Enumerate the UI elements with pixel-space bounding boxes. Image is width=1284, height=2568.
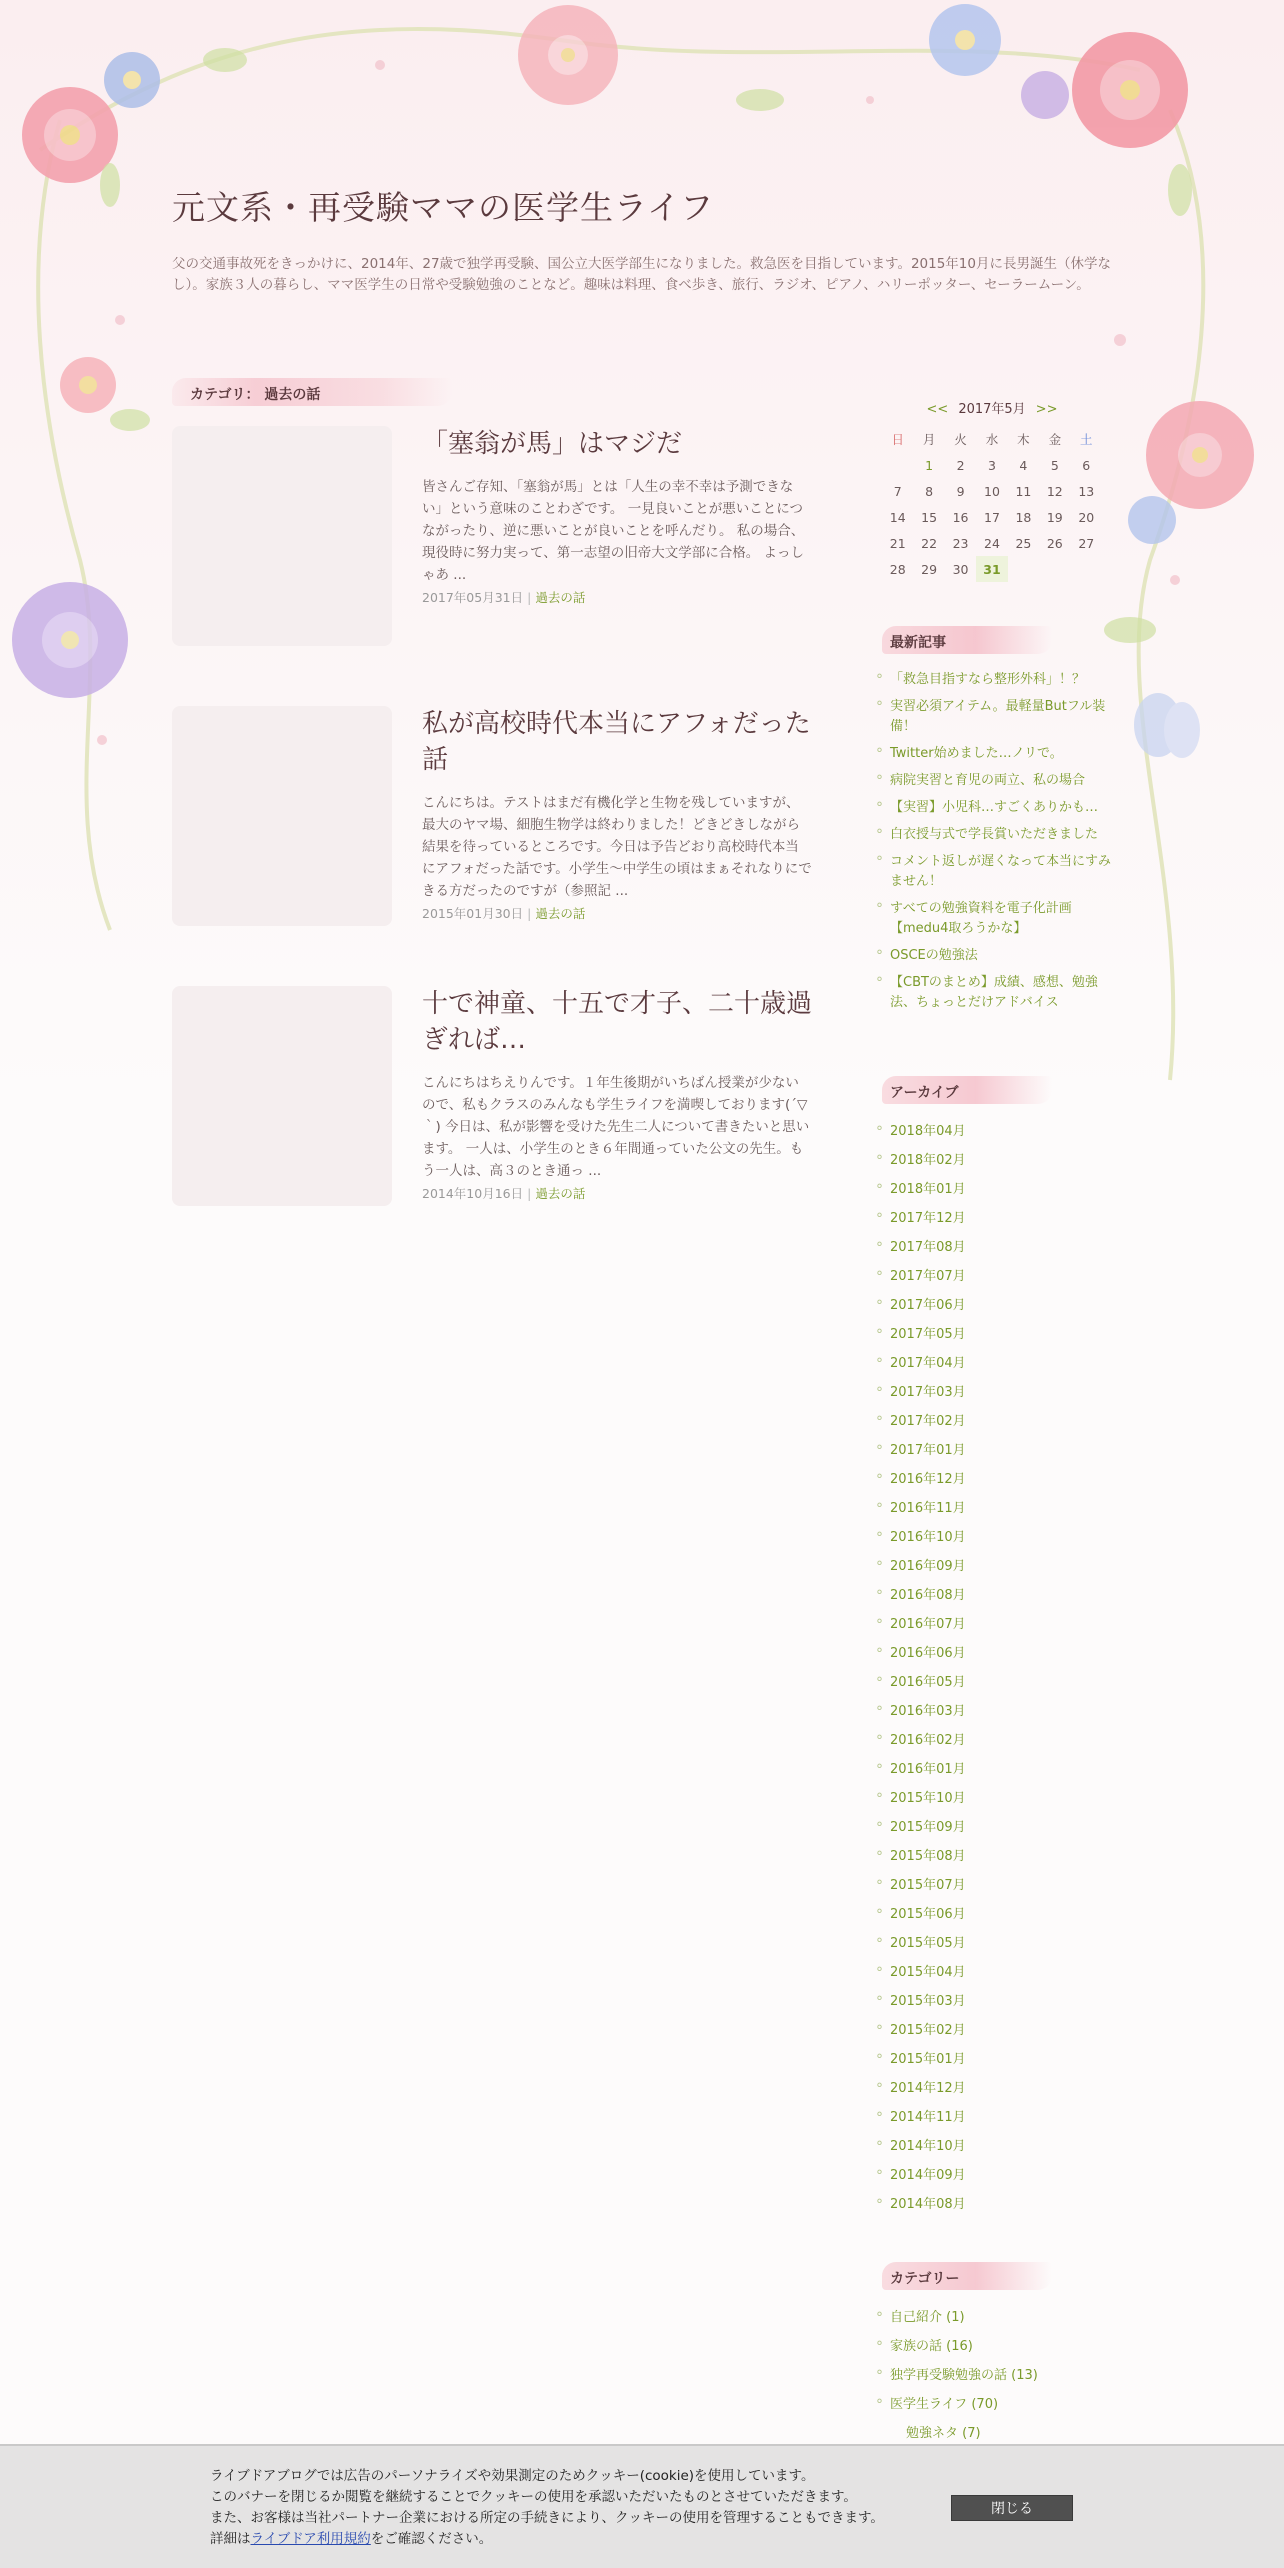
calendar-day: 11 [1015,483,1032,499]
entry-card [172,706,812,930]
archive-month-link[interactable]: ° 2017年08月 [876,1238,1112,1267]
recent-post-link[interactable]: ° コメント返しが遅くなって本当にすみません！ [876,852,1112,892]
cookie-details-suffix: をご確認ください。 [370,2531,493,2547]
entry-card [172,426,812,650]
recent-post-link[interactable]: ° 【実習】小児科…すごくありかも… [876,798,1112,818]
entry-title[interactable]: 私が高校時代本当にアフォだった話 [422,709,811,775]
weekday-header: 月 [922,432,936,447]
category-link[interactable]: ° 独学再受験勉強の話 (13) [876,2366,1112,2395]
weekday-header: 木 [1017,432,1030,447]
calendar-next-link[interactable]: >> [1035,402,1058,417]
calendar-day: 21 [889,535,906,551]
weekday-header: 水 [985,432,999,447]
calendar-prev-link[interactable]: << [926,402,949,417]
recent-post-link[interactable]: ° 白衣授与式で学長賞いただきました [876,825,1112,845]
calendar-day: 3 [988,457,996,473]
entry-thumbnail[interactable] [172,706,392,926]
archive-month-link[interactable]: ° 2017年04月 [876,1354,1112,1383]
recent-post-link[interactable]: ° 病院実習と育児の両立、私の場合 [876,771,1112,791]
archive-month-link[interactable]: ° 2015年03月 [876,1992,1112,2021]
category-link[interactable]: ° 家族の話 (16) [876,2337,1112,2366]
archive-heading: アーカイブ [882,1076,1052,1104]
calendar-week [882,504,1102,530]
categories-heading: カテゴリー [882,2262,1052,2290]
archive-month-link[interactable]: ° 2014年12月 [876,2079,1112,2108]
category-page-heading: カテゴリ： 過去の話 [172,378,452,406]
calendar-nav [882,398,1102,422]
entry-card [172,986,812,1210]
archive-month-link[interactable]: ° 2015年01月 [876,2050,1112,2079]
recent-post-link[interactable]: ° Twitter始めました…ノリで。 [876,744,1112,764]
recent-post-link[interactable]: ° 【CBTのまとめ】成績、感想、勉強法、ちょっとだけアドバイス [876,973,1112,1013]
archive-month-link[interactable]: ° 2015年05月 [876,1934,1112,1963]
calendar-table [882,426,1102,582]
archive-month-link[interactable]: ° 2016年12月 [876,1470,1112,1499]
recent-post-link[interactable]: ° OSCEの勉強法 [876,946,1112,966]
archive-month-link[interactable]: ° 2015年06月 [876,1905,1112,1934]
archive-month-link[interactable]: ° 2015年09月 [876,1818,1112,1847]
recent-post-link[interactable]: ° 実習必須アイテム。最軽量Butフル装備！ [876,697,1112,737]
calendar-day: 12 [1046,483,1063,499]
calendar-day: 5 [1050,457,1059,473]
recent-posts-heading: 最新記事 [882,626,1052,654]
calendar-day [1071,556,1102,582]
category-link[interactable]: ° 自己紹介 (1) [876,2308,1112,2337]
archive-month-link[interactable]: ° 2017年01月 [876,1441,1112,1470]
archive-month-link[interactable]: ° 2015年04月 [876,1963,1112,1992]
entry-excerpt: こんにちはちえりんです。１年生後期がいちばん授業が少ないので、私もクラスのみんなも学生ライフを満喫しております(´▽｀) 今日は、私が影響を受けた先生二人について書きたいと思います。 一人は、小学生のとき６年間通っていた公文の先生。もう一人は、高３のとき通っ ... [422,1075,810,1179]
calendar-day: 8 [925,483,934,499]
entry-date: 2014年10月16日 [422,1186,524,1201]
calendar-day: 29 [921,561,938,577]
calendar-day: 7 [893,483,902,499]
calendar-day: 19 [1046,509,1063,525]
calendar-month: 2017年5月 [958,402,1026,417]
weekday-header: 火 [954,432,967,447]
archive-month-link[interactable]: ° 2016年01月 [876,1760,1112,1789]
archive-month-link[interactable]: ° 2015年07月 [876,1876,1112,1905]
calendar-day: 27 [1078,535,1095,551]
calendar-day [882,452,913,478]
calendar-day: 10 [984,483,1000,499]
entry-title[interactable]: 「塞翁が馬」はマジだ [422,429,683,459]
calendar-day: 24 [984,535,1000,551]
blog-description: 父の交通事故死をきっかけに、2014年、27歳で独学再受験、国公立大医学部生になりました。救急医を目指しています。2015年10月に長男誕生（休学なし）。家族３人の暮らし、ママ医学生の日常や受験勉強のことなど。趣味は料理、食べ歩き、旅行、ラジオ、ピアノ、ハリーポッター、セーラームーン。 [172,256,1111,293]
subcategory-link[interactable]: 勉強ネタ (7) [906,2426,981,2441]
blog-title[interactable]: 元文系・再受験ママの医学生ライフ [172,188,715,227]
archive-month-link[interactable]: ° 2018年01月 [876,1180,1112,1209]
archive-month-link[interactable]: ° 2014年09月 [876,2166,1112,2195]
archive-month-link[interactable]: ° 2017年05月 [876,1325,1112,1354]
entry-category-link[interactable]: 過去の話 [535,1186,586,1201]
calendar-day: 22 [921,535,938,551]
calendar-day: 13 [1078,483,1095,499]
archive-month-link[interactable]: ° 2016年05月 [876,1673,1112,1702]
calendar-week [882,478,1102,504]
archive-month-link[interactable]: ° 2015年10月 [876,1789,1112,1818]
calendar-day: 2 [956,457,965,473]
weekday-header: 日 [891,432,904,447]
calendar-week [882,556,1102,582]
entry-excerpt: 皆さんご存知、「塞翁が馬」とは「人生の幸不幸は予測できない」という意味のことわざです。 一見良いことが悪いことにつながったり、逆に悪いことが良いことを呼んだり。 私の場合、現役時に努力実って、第一志望の旧帝大文学部に合格。 よっしゃあ ... [422,479,805,583]
cookie-line: このバナーを閉じるか閲覧を継続することでクッキーの使用を承認いただいたものとさせていただきます。 [210,2489,857,2505]
meta-separator: | [527,906,532,921]
archive-month-link[interactable]: ° 2014年08月 [876,2195,1112,2224]
entry-category-link[interactable]: 過去の話 [535,906,586,921]
archive-month-link[interactable]: ° 2016年09月 [876,1557,1112,1586]
weekday-header: 土 [1080,432,1093,447]
cookie-line: また、お客様は当社パートナー企業における所定の手続きにより、クッキーの使用を管理することもできます。 [210,2510,884,2526]
calendar-day: 25 [1015,535,1032,551]
entry-meta [422,588,585,606]
archive-month-link[interactable]: ° 2014年10月 [876,2137,1112,2166]
calendar-week [882,452,1102,478]
cookie-line [210,2529,950,2550]
archive-month-link[interactable]: ° 2014年11月 [876,2108,1112,2137]
calendar-day: 28 [889,561,906,577]
recent-post-link[interactable]: ° 「救急目指すなら整形外科」！？ [876,670,1112,690]
calendar-widget [882,398,1102,582]
entry-meta [422,904,585,922]
archive-month-link[interactable]: ° 2016年07月 [876,1615,1112,1644]
archive-month-link[interactable]: ° 2015年02月 [876,2021,1112,2050]
archive-month-link[interactable]: ° 2016年10月 [876,1528,1112,1557]
entry-date: 2015年01月30日 [422,906,524,921]
entry-category-link[interactable]: 過去の話 [535,590,586,605]
archive-list [876,1122,1112,2224]
archive-month-link[interactable]: ° 2017年12月 [876,1209,1112,1238]
calendar-day: 23 [952,535,969,551]
calendar-day: 6 [1082,457,1091,473]
archive-month-link[interactable]: ° 2018年04月 [876,1122,1112,1151]
calendar-day-today[interactable]: 31 [976,556,1007,582]
archive-month-link[interactable]: ° 2017年06月 [876,1296,1112,1325]
cookie-details-prefix: 詳細は [210,2531,251,2547]
archive-month-link[interactable]: ° 2018年02月 [876,1151,1112,1180]
calendar-day: 4 [1019,457,1028,473]
cookie-close-button[interactable]: 閉じる [951,2495,1073,2521]
category-link[interactable]: ° 医学生ライフ (70) [876,2395,1112,2424]
entry-thumbnail[interactable] [172,426,392,646]
categories-list [876,2308,1112,2453]
archive-month-link[interactable]: ° 2016年11月 [876,1499,1112,1528]
recent-post-link[interactable]: ° すべての勉強資料を電子化計画【medu4取ろうかな】 [876,899,1112,939]
recent-posts-list [876,670,1112,1020]
archive-month-link[interactable]: ° 2016年02月 [876,1731,1112,1760]
archive-month-link[interactable]: ° 2016年08月 [876,1586,1112,1615]
calendar-day-link[interactable]: 1 [925,457,934,473]
weekday-header: 金 [1048,432,1062,447]
archive-month-link[interactable]: ° 2016年06月 [876,1644,1112,1673]
calendar-day [1039,556,1070,582]
calendar-week [882,530,1102,556]
cookie-banner [0,2444,1284,2568]
calendar-day [1008,556,1039,582]
calendar-day: 14 [889,509,906,525]
entry-date: 2017年05月31日 [422,590,524,605]
archive-month-link[interactable]: ° 2017年07月 [876,1267,1112,1296]
calendar-day: 15 [921,509,938,525]
entry-title[interactable]: 十で神童、十五で才子、二十歳過ぎれば… [422,989,813,1055]
archive-month-link[interactable]: ° 2016年03月 [876,1702,1112,1731]
entry-thumbnail[interactable] [172,986,392,1206]
calendar-day: 9 [956,483,965,499]
meta-separator: | [527,590,532,605]
calendar-day: 18 [1015,509,1032,525]
calendar-day: 30 [952,561,969,577]
archive-month-link[interactable]: ° 2017年02月 [876,1412,1112,1441]
calendar-day: 26 [1046,535,1063,551]
archive-month-link[interactable]: ° 2017年03月 [876,1383,1112,1412]
cookie-line: ライブドアブログでは広告のパーソナライズや効果測定のためクッキー(cookie)を使用しています。 [210,2468,815,2484]
terms-of-use-link[interactable]: ライブドア利用規約 [250,2531,371,2547]
entry-excerpt: こんにちは。テストはまだ有機化学と生物を残していますが、最大のヤマ場、細胞生物学は終わりました！どきどきしながら結果を待っているところです。今日は予告どおり高校時代本当にアフォだった話です。小学生～中学生の頃はまぁそれなりにできる方だったのですが（参照記 ... [422,795,812,899]
entry-meta [422,1184,585,1202]
cookie-banner-text [210,2466,950,2550]
calendar-day: 16 [952,509,969,525]
meta-separator: | [527,1186,532,1201]
calendar-day: 20 [1078,509,1095,525]
archive-month-link[interactable]: ° 2015年08月 [876,1847,1112,1876]
calendar-day: 17 [984,509,1000,525]
